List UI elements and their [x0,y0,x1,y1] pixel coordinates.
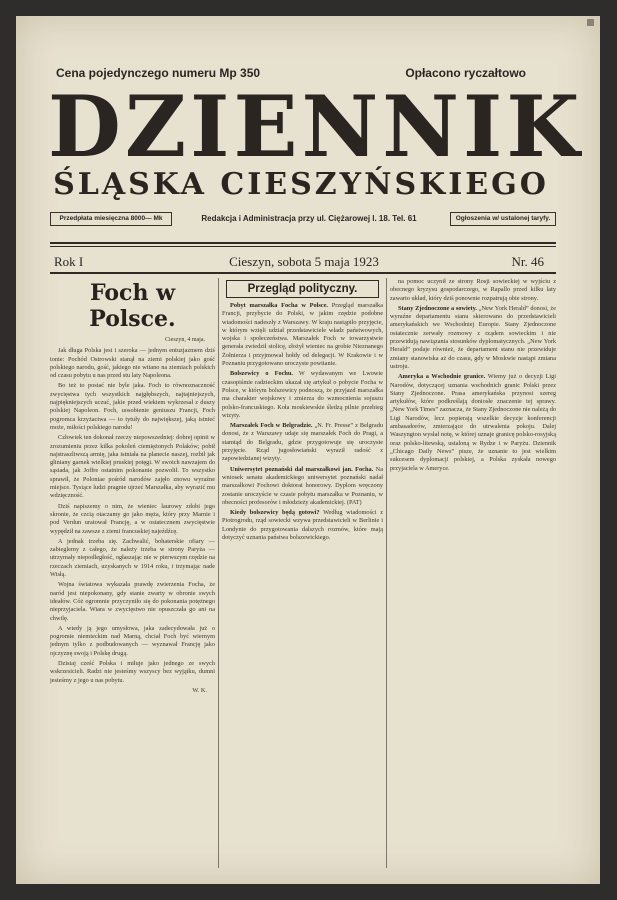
column-foch-article [50,278,215,868]
news-item-text: Wiemy już o decyzji Ligi Narodów, dotyczącej uznania wschodnich granic Polski przez Stany Zjednoczone. Prasa amerykańska przynosi szereg artykułów, które podkreślają doniosłe znaczenie tej sprawy. „New York Times” zaznacza, że Stany Zjednoczone nie należą do Ligi Narodów, lecz popierają wszelkie decyzje konferencji ambasadorów, zmierzające do utrwalenia pokoju. Dalej Waszyngton wysłał notę, w której uznaje granicę polsko-rosyjską oraz polsko-litewską, ustaloną w Rydze i w Paryżu. Dziennik „Chicago Daily News” pisze, że uznanie to jest wielkim sukcesem dyplomacji polskiej, a Polska zyskała nowego przyjaciela w Ameryce. [390,373,556,472]
article-paragraph: A jednak trzeba się. Zachwalić, bohaterskie ofiary — zabieglemy z całego, że należy trzeba w strony Paryża — utrzymały niepodległość, ogłaszając nie w pierwszym rzędzie na rzeczach ziemiach, uzyskanych w 1914 roku, i trzymając nade Wisłą. [50,537,215,579]
news-item-text: Przegląd marszałka Francji, przybycie do Polski, w jakim rzędzie podobne wiadomości nadeszły z Warszawy. W kraju nastąpiło przyjęcie, w którym wzięli udział przedstawiciele władz państwowych, wojska i społeczeństwa. Marszałek Foch w towarzystwie generała zwiedził stolicę, złożył wieniec na grobie Nieznanego Żołnierza i przyjmował hołdy od delegacji. W Krakowie i w Poznaniu przygotowano uroczyste powitanie. [222,302,383,368]
article-paragraph: Człowiek ten dokonał rzeczy niepowszedniej: dobrej opinii w zrozumieniu przez kilka pokoleń ciemiężonych Polaków; pobił najstraszliwszą armię, jaka istniała na planecie naszej, rozbił jak gliniany garnek wielkiej pruskiej potęgi. W swoich nawzajem do sąsiada, jak Joffre ostatnim pokonanie pozwolił. To wszystko sprawił, że Poloniae pośród narodów zajęło znowu wyraźne miejsce. Tysiące ludzi pragnie ujrzeć Marszałka, aby wyrazić mu wdzięczność. [50,434,215,500]
news-item-text: W wydawanym we Lwowie czasopiśmie radzieckim ukazał się artykuł o pobycie Focha w Polsce, w którym bolszewicy podnoszą, że przyjazd marszałka ma charakter wojskowy i zmierza do wzmocnienia sojuszu polsko-francuskiego. Koła moskiewskie śledzą pilnie przebieg wizyty. [222,370,383,419]
ads-box: Ogłoszenia w/ ustalonej taryfy. [450,212,556,226]
header-rule-bottom [50,272,556,274]
news-item [222,370,383,420]
news-item [390,305,556,371]
news-item-title: Kiedy bolszewicy będą gotowi? [230,509,320,517]
article-paragraph: Jak długa Polska jest i szeroka — jednym entuzjazmem dziś tonie: Pochód Ostrowski stanął na ziemi polskiej jako gość polskiego narodu, gość, jakiego nie witano na ziemiach polskich od czasu pobytu u nas przed stu laty Napoleona. [50,347,215,380]
newspaper-page [16,16,600,884]
masthead-info-bar [50,212,556,226]
article-paragraph: Wojna światowa wykazała prawdę zwierzenia Focha, że naród jest niepokonany, gdy stanie zwarty w obronie swych ideałów. Cóż ogromnie przyczyniło się do pokonania potężnego nieprzyjaciela. Wiara w zwycięstwo nie opuszczała go ani na chwilę. [50,581,215,622]
header-rule-top [50,242,556,244]
news-item-title: Uniwersytet poznański dał marszałkowi jan. Focha. [230,465,374,473]
continued-text: na pomoc uczynił ze strony Rosji sowieckiej w wyjściu z obecnego kryzysu gospodarczego, w Rapallo przed kilku laty zawarto układ, który dziś ponownie rozpatrują obie strony. [390,278,556,302]
news-item-title: Bolszewicy o Fochu. [230,370,293,378]
news-item-title: Marszałek Foch w Belgradzie. [230,422,313,430]
section-box-title: Przegląd polityczny. [226,280,379,298]
column-separator-2 [386,278,387,868]
news-item-title: Ameryka a Wschodnie granice. [398,373,486,381]
news-item-text: Na wniosek senatu akademickiego uniwersytet poznański nadał marszałkowi Fochowi doktorat honorowy. Dyplom wręczony zostanie uroczyście w czasie pobytu marszałka w Poznaniu, w obecności profesorów i młodzieży akademickiej. (PAT) [222,465,383,506]
issue-info-row [54,254,544,272]
article-paragraph: A wtedy ją jego umysłowa, jaka zadecydowała już o pogromie niemieckim nad Marną, chciał Foch być wiernym jednym tylko z podbudowanych — wyznawał Francję jako ojczyznę swoją i Polskę drugą. [50,624,215,657]
article-signature: W. K. [192,686,207,694]
article-paragraph: Dzisiaj cześć Polska i miłuje jako jednego ze swych wskrzesicieli. Radzi nie jesteśmy wszyscy bez wyjątku, dumni jesteśmy z jego u nas pobytu. [50,659,215,684]
scan-corner-marker [587,19,594,26]
article-dateline: Cieszyn, 4 maja. [165,337,205,343]
postage-note: Opłacono ryczałtowo [405,66,526,80]
column-separator-1 [218,278,219,868]
issue-number: Nr. 46 [511,254,544,269]
editorial-address: Redakcja i Administracja przy ul. Ciężarowej l. 18. Tel. 61 [201,214,417,223]
column-political-review [222,278,383,868]
news-item-title: Pobyt marszałka Focha w Polsce. [230,302,328,309]
news-item-text: „N. Fr. Presse” z Belgradu donosi, że z Warszawy udaje się marszałek Foch do Pragi, a stamtąd do Belgradu, gdzie przygotowuje się uroczyste przyjęcie. Rząd jugosłowiański wyraził radość z zapowiedzianej wizyty. [222,422,383,463]
column-foreign-news [390,278,556,868]
volume-label: Rok I [54,254,84,269]
newspaper-subtitle: ŚLĄSKA CIESZYŃSKIEGO [53,167,549,202]
newspaper-title: DZIENNIK [48,77,584,176]
news-item [222,509,383,542]
news-item-text: „New York Herald” donosi, że wyraźne departamentu stanu skierowano do przedstawicieli amerykańskich we Wschodniej Europie. Stany Zjednoczone ostatecznie zerwały rozmowy z rządem sowieckim i nie przewidują nawiązania stosunków dyplomatycznych. „New York Herald” podaje również, że departament stanu nie przewiduje zmiany stanowiska aż do czasu, gdy w Moskwie nastąpi zmiana ustroju. [390,304,556,370]
news-item [222,422,383,463]
news-item [222,466,383,507]
article-headline: Foch w Polsce. [89,280,176,332]
news-item-title: Stany Zjednoczone a sowiety. [398,304,477,312]
news-item [222,302,383,368]
news-item-text: Według wiadomości z Piotrogrodu, rząd sowiecki wzywa przedstawicieli w Berlinie i Londynie do przygotowania dalszych rozmów, które mają dotyczyć uznania państwa bolszewickiego. [222,509,383,542]
article-paragraph: Bo też to postać nie byle jaka. Foch to równoznaczność zwycięstwa tych wszystkich najgłębszych, najtajniejszych, najpiękniejszych uczuć, jakie przed wiekiem wykrzesał z duszy polskiej Napoleon. Foch, uosobienie geniuszu Francji, Foch pogromca krzyżactwa — to tytuły do największej, jaką istnieć może, miłości polskiego narodu! [50,382,215,431]
header-rule-thin [50,246,556,247]
issue-price: Cena pojedynczego numeru Mp 350 [56,66,261,80]
subscription-box: Przedpłata miesięczna 8000— Mk [50,212,172,226]
issue-date: Cieszyn, sobota 5 maja 1923 [229,254,379,269]
article-paragraph: Dziś napiszemy o nim, że wieniec laurowy zdobi jego skronie, że czcią otaczamy go jako męża, który przy Marnie i pod Verdun uratował Francję, a w ostatecznem zwycięstwie wypędził na zawsze z ziemi francuskiej najeźdźcę. [50,502,215,535]
news-item [390,373,556,473]
